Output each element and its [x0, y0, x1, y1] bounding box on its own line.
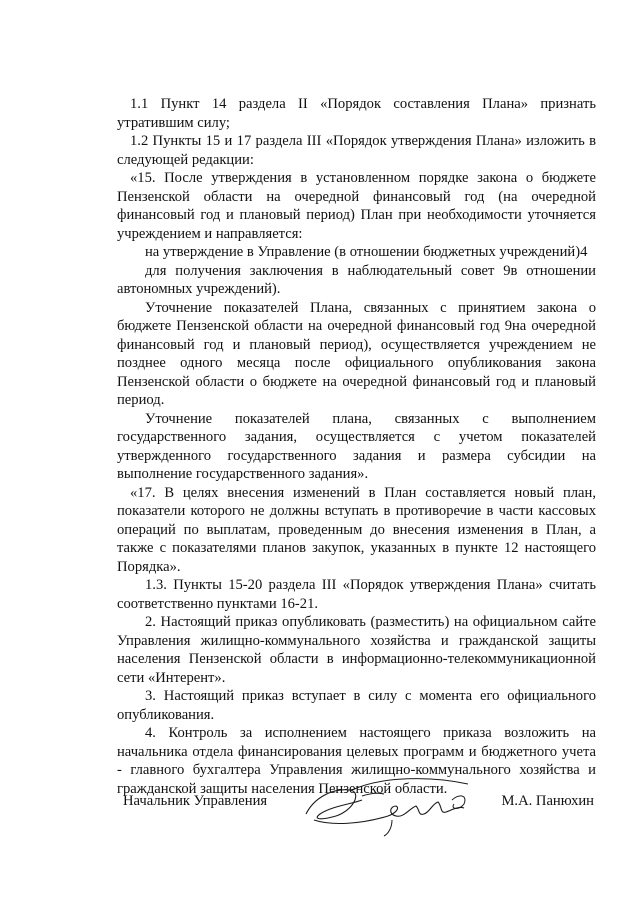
- signatory-name: М.А. Панюхин: [501, 793, 594, 809]
- paragraph-approval-autonomous: для получения заключения в наблюдательный совет 9в отношении автономных учреждений).: [117, 262, 596, 297]
- paragraph-2: 2. Настоящий приказ опубликовать (разместить) на официальном сайте Управления жилищно-коммунального хозяйства и гражданской защиты населения Пензенской области в информационно-телекоммуникационной сети «Интерент».: [117, 614, 596, 686]
- paragraph-approval-budget: на утверждение в Управление (в отношении бюджетных учреждений)4: [145, 244, 588, 260]
- paragraph-15: «15. После утверждения в установленном порядке закона о бюджете Пензенской области на очередной финансовый год (на очередной финансовый год и плановый период) План при необходимости уточняется учреждением и направляется:: [117, 170, 596, 242]
- signatory-title: Начальник Управления: [123, 793, 268, 809]
- paragraph-1-1: 1.1 Пункт 14 раздела II «Порядок составления Плана» признать утратившим силу;: [117, 96, 596, 131]
- signature-block: [117, 792, 596, 818]
- paragraph-3: 3. Настоящий приказ вступает в силу с момента его официального опубликования.: [117, 688, 596, 723]
- paragraph-4: 4. Контроль за исполнением настоящего приказа возложить на начальника отдела финансирования целевых программ и бюджетного учета - главного бухгалтера Управления жилищно-коммунального хозяйства и гражданской защиты населения Пензенской области.: [117, 725, 596, 797]
- paragraph-17: «17. В целях внесения изменений в План составляется новый план, показатели которого не должны вступать в противоречие в части кассовых операций по выплатам, проведенным до внесения изменения в План, а также с показателями планов закупок, указанных в пункте 12 настоящего Порядка».: [117, 484, 596, 575]
- paragraph-clarification-task: Уточнение показателей плана, связанных с выполнением государственного задания, осуществляется с учетом показателей утвержденного государственного задания и размера субсидии на выполнение государственного задания».: [117, 410, 596, 482]
- paragraph-1-3: 1.3. Пункты 15-20 раздела III «Порядок утверждения Плана» считать соответственно пунктами 16-21.: [117, 577, 596, 612]
- paragraph-clarification-law: Уточнение показателей Плана, связанных с принятием закона о бюджете Пензенской области на очередной финансовый год 9на очередной финансовый год и плановый период), осуществляется учреждением не позднее одного месяца после официального опубликования закона Пензенской области о бюджете на очередной финансовый год и плановый период.: [117, 299, 596, 408]
- document-body: [117, 95, 596, 798]
- paragraph-1-2: 1.2 Пункты 15 и 17 раздела III «Порядок утверждения Плана» изложить в следующей редакции:: [117, 133, 596, 168]
